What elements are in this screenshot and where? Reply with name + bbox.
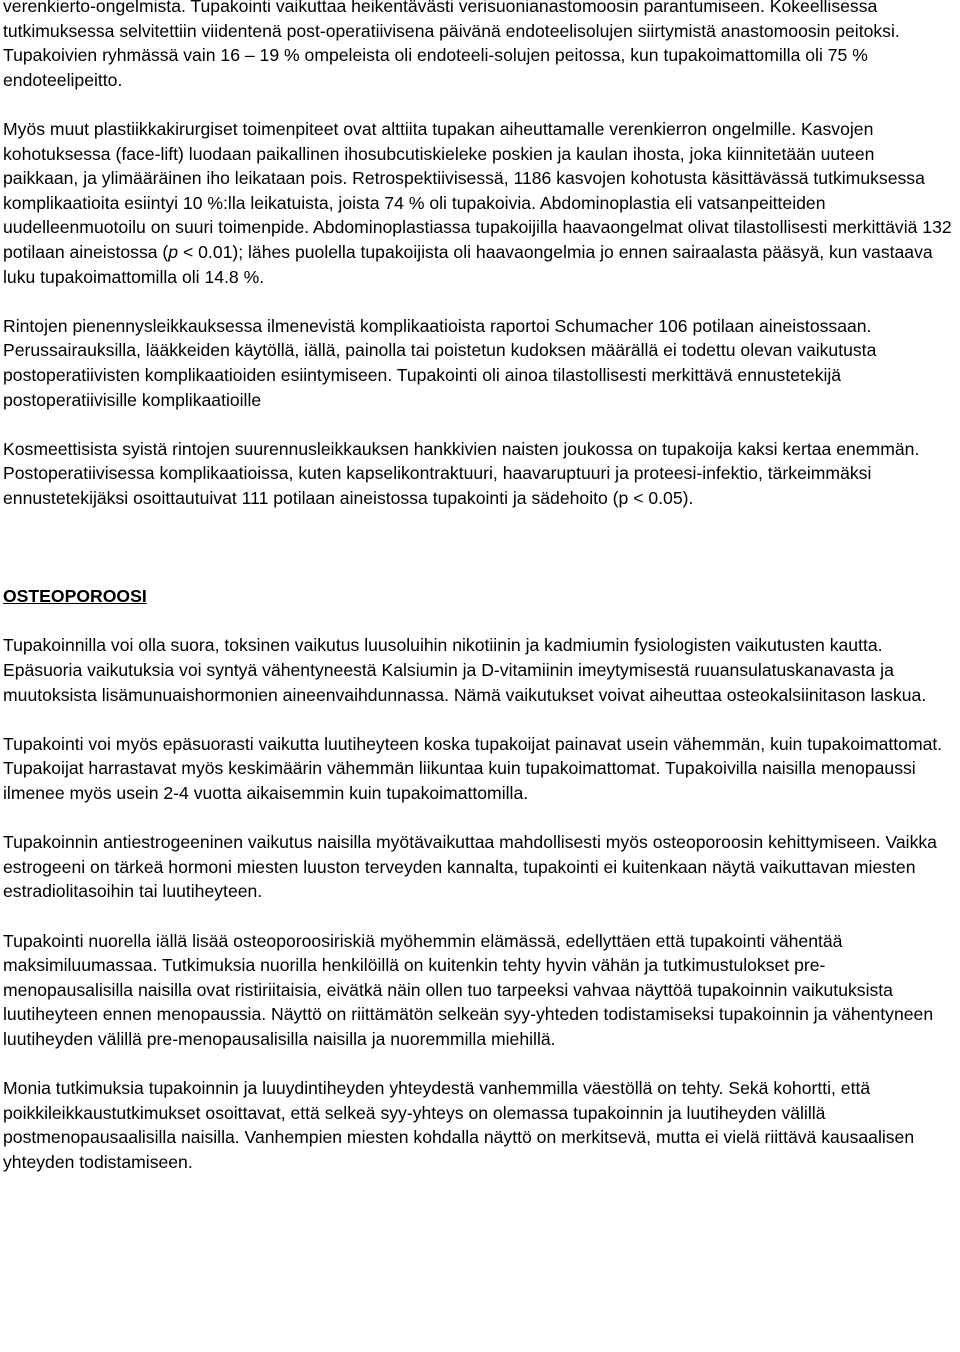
paragraph-antiestrogen: Tupakoinnin antiestrogeeninen vaikutus naisilla myötävaikuttaa mahdollisesti myös osteoporoosin kehittymiseen. Vaikka estrogeeni on tärkeä hormoni miesten luuston terveyden kannalta, tupakointi ei kuitenkaan näytä vaikuttavan miesten estradiolitasoihin tai luutiheyteen. <box>3 832 937 902</box>
paragraph-spacer <box>3 412 953 437</box>
paragraph-anastomosis: verenkierto-ongelmista. Tupakointi vaikuttaa heikentävästi verisuonianastomoosin parantumiseen. Kokeellisessa tutkimuksessa selvitettiin viidentenä post-operatiivisena päivänä endoteelisolujen siirtymistä anastomoosin peitoksi. Tupakoivien ryhmässä vain 16 – 19 % ompeleista oli endoteeli-solujen peitossa, kun tupakoimattomilla oli 75 % endoteelipeitto. <box>3 0 900 90</box>
paragraph-spacer <box>3 707 953 732</box>
paragraph-text: < 0.01); lähes puolella tupakoijista oli haavaongelmia jo ennen sairaalasta pääsyä, kun vastaava luku tupakoimattomilla oli 14.8 %. <box>3 241 933 287</box>
paragraph-spacer <box>3 904 953 929</box>
paragraph-older-population: Monia tutkimuksia tupakoinnin ja luuydintiheyden yhteydestä vanhemmilla väestöllä on tehty. Sekä kohortti, että poikkileikkaustutkimukset osoittavat, että selkeä syy-yhteys on olemassa tupakoinnin ja luutiheyden välillä postmenopausaalisilla naisilla. Vanhempien miesten kohdalla näyttö on merkitsevä, mutta ei vielä riittävä kausaalisen yhteyden todistamiseen. <box>3 1078 915 1172</box>
paragraph-breast-augmentation: Kosmeettisista syistä rintojen suurennusleikkauksen hankkivien naisten joukossa on tupakoija kaksi kertaa enemmän. Postoperatiivisessa komplikaatioissa, kuten kapselikontraktuuri, haavaruptuuri ja proteesi-infektio, tärkeimmäksi ennustetekijäksi osoittautuivat 111 potilaan aineistossa tupakointi ja sädehoito (p < 0.05). <box>3 438 920 508</box>
document-page <box>3 0 953 1175</box>
paragraph-spacer <box>3 289 953 314</box>
paragraph-plastic-surgery <box>3 117 953 289</box>
p-value-symbol: p <box>168 241 179 262</box>
paragraph-spacer <box>3 1052 953 1077</box>
paragraph-young-age: Tupakointi nuorella iällä lisää osteoporoosiriskiä myöhemmin elämässä, edellyttäen että tupakointi vähentää maksimiluumassaa. Tutkimuksia nuorilla henkilöillä on kuitenkin tehty hyvin vähän ja tutkimustulokset pre-menopausalisilla naisilla ovat ristiriitaisia, eivätkä näin ollen tuo tarpeeksi vahvaa näyttöä tupakoinnin vaikutuksista luutiheyteen ennen menopaussia. Näyttö on riittämätön selkeän syy-yhteden todistamiseksi tupakoinnin ja vähentyneen luutiheyden välillä pre-menopausalisilla naisilla ja nuoremmilla miehillä. <box>3 930 934 1049</box>
section-heading: OSTEOPOROOSI <box>3 586 147 607</box>
paragraph-indirect-effect: Tupakointi voi myös epäsuorasti vaikutta luutiheyteen koska tupakoijat painavat usein vähemmän, kuin tupakoimattomat. Tupakoijat harrastavat myös keskimäärin vähemmän liikuntaa kuin tupakoimattomat. Tupakoivilla naisilla menopaussi ilmenee myös usein 2-4 vuotta aikaisemmin kuin tupakoimattomilla. <box>3 733 943 804</box>
paragraph-spacer <box>3 609 953 634</box>
section-spacer <box>3 510 953 584</box>
paragraph-spacer <box>3 806 953 831</box>
paragraph-breast-reduction: Rintojen pienennysleikkauksessa ilmenevistä komplikaatioista raportoi Schumacher 106 potilaan aineistossaan. Perussairauksilla, lääkkeiden käytöllä, iällä, painolla tai poistetun kudoksen määrällä ei todettu olevan vaikutusta postoperatiivisten komplikaatioiden esiintymiseen. Tupakointi oli ainoa tilastollisesti merkittävä ennustetekijä postoperatiivisille komplikaatioille <box>3 315 877 410</box>
paragraph-toxic-effect: Tupakoinnilla voi olla suora, toksinen vaikutus luusoluihin nikotiinin ja kadmiumin fysiologisten vaikutusten kautta. Epäsuoria vaikutuksia voi syntyä vähentyneestä Kalsiumin ja D-vitamiinin imeytymisestä ruuansulatuskanavasta ja muutoksista lisämunuaishormonien aineenvaihdunnassa. Nämä vaikutukset voivat aiheuttaa osteokalsiinitason laskua. <box>3 635 927 705</box>
paragraph-spacer <box>3 92 953 117</box>
paragraph-text: Myös muut plastiikkakirurgiset toimenpiteet ovat alttiita tupakan aiheuttamalle verenkierron ongelmille. Kasvojen kohotuksessa (face-lift) luodaan paikallinen ihosubcutiskieleke poskien ja kaulan ihosta, joka kiinnitetään uuteen paikkaan, ja ylimääräinen iho leikataan pois. Retrospektiivisessä, 1186 kasvojen kohotusta käsittävässä tutkimuksessa komplikaatioita esiintyi 10 %:lla leikatuista, joista 74 % oli tupakoivia. Abdominoplastia eli vatsanpeitteiden uudelleenmuotoilu on suuri toimenpide. Abdominoplastiassa tupakoijilla haavaongelmat olivat tilastollisesti merkittäviä 132 potilaan aineistossa ( <box>3 118 952 262</box>
